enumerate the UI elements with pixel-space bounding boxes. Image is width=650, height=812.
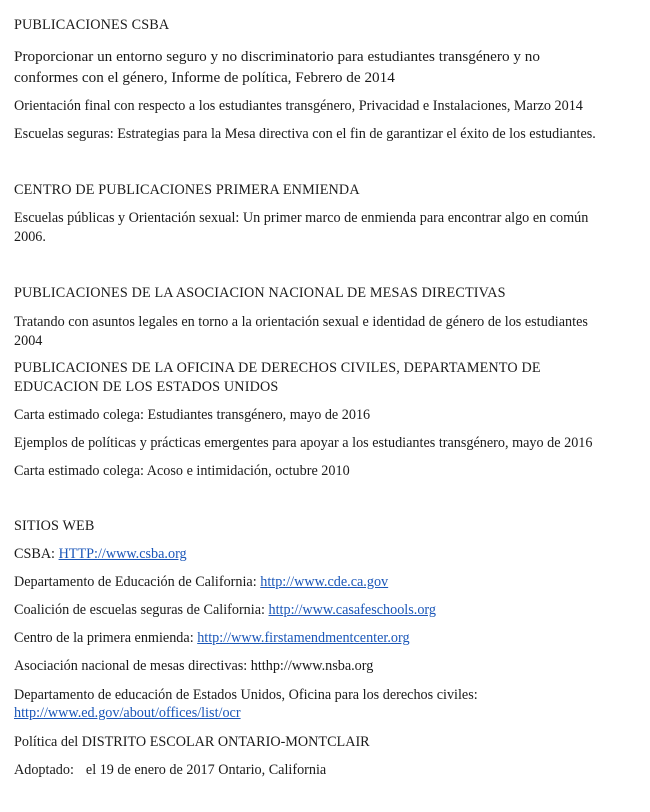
website-csba-label: CSBA: bbox=[14, 546, 59, 562]
first-amendment-item-line-2: 2006. bbox=[14, 229, 46, 245]
ocr-item-2: Ejemplos de políticas y prácticas emergentes para apoyar a los estudiantes transgénero, mayo de 2016 bbox=[14, 435, 593, 451]
csba-item-3: Escuelas seguras: Estrategias para la Mesa directiva con el fin de garantizar el éxito de los estudiantes. bbox=[14, 126, 596, 142]
website-nsba: Asociación nacional de mesas directivas: htthp://www.nsba.org bbox=[14, 658, 374, 674]
csba-link[interactable]: HTTP://www.csba.org bbox=[58, 546, 187, 562]
website-casafe-label: Coalición de escuelas seguras de California: bbox=[14, 602, 269, 618]
website-firstamendment bbox=[14, 629, 410, 647]
policy-district-line: Política del DISTRITO ESCOLAR ONTARIO-MONTCLAIR bbox=[14, 734, 370, 750]
csba-item-1-line-2: conformes con el género, Informe de política, Febrero de 2014 bbox=[14, 69, 395, 86]
first-amendment-heading: CENTRO DE PUBLICACIONES PRIMERA ENMIENDA bbox=[14, 182, 360, 198]
nsba-item-line-1: Tratando con asuntos legales en torno a la orientación sexual e identidad de género de los estudiantes bbox=[14, 314, 588, 330]
website-cde-label: Departamento de Educación de California: bbox=[14, 574, 261, 590]
ocr-heading-line-1: PUBLICACIONES DE LA OFICINA DE DERECHOS CIVILES, DEPARTAMENTO DE bbox=[14, 360, 541, 376]
ocr-item-3: Carta estimado colega: Acoso e intimidación, octubre 2010 bbox=[14, 463, 350, 479]
cde-link[interactable]: http://www.cde.ca.gov bbox=[260, 574, 389, 590]
ocr-heading-line-2: EDUCACION DE LOS ESTADOS UNIDOS bbox=[14, 379, 279, 395]
websites-heading: SITIOS WEB bbox=[14, 518, 95, 534]
first-amendment-item-line-1: Escuelas públicas y Orientación sexual: Un primer marco de enmienda para encontrar algo en común bbox=[14, 210, 589, 226]
website-firstamendment-label: Centro de la primera enmienda: bbox=[14, 630, 198, 646]
casafeschools-link[interactable]: http://www.casafeschools.org bbox=[268, 602, 436, 618]
csba-item-2: Orientación final con respecto a los estudiantes transgénero, Privacidad e Instalaciones, Marzo 2014 bbox=[14, 98, 583, 114]
website-cde bbox=[14, 573, 388, 591]
adopted-label: Adoptado: bbox=[14, 762, 74, 778]
website-ed bbox=[14, 704, 241, 722]
csba-item-1-line-1: Proporcionar un entorno seguro y no discriminatorio para estudiantes transgénero y no bbox=[14, 48, 540, 65]
adopted-date: el 19 de enero de 2017 Ontario, California bbox=[85, 762, 327, 778]
firstamendmentcenter-link[interactable]: http://www.firstamendmentcenter.org bbox=[197, 630, 410, 646]
adopted-line bbox=[14, 761, 326, 779]
website-csba bbox=[14, 545, 187, 563]
ocr-item-1: Carta estimado colega: Estudiantes transgénero, mayo de 2016 bbox=[14, 407, 371, 423]
nsba-item-line-2: 2004 bbox=[14, 333, 43, 349]
ed-ocr-link[interactable]: http://www.ed.gov/about/offices/list/ocr bbox=[14, 705, 241, 721]
csba-publications-heading: PUBLICACIONES CSBA bbox=[14, 17, 170, 33]
nsba-heading: PUBLICACIONES DE LA ASOCIACION NACIONAL DE MESAS DIRECTIVAS bbox=[14, 285, 506, 301]
website-casafe bbox=[14, 601, 436, 619]
website-ed-label: Departamento de educación de Estados Unidos, Oficina para los derechos civiles: bbox=[14, 687, 478, 703]
